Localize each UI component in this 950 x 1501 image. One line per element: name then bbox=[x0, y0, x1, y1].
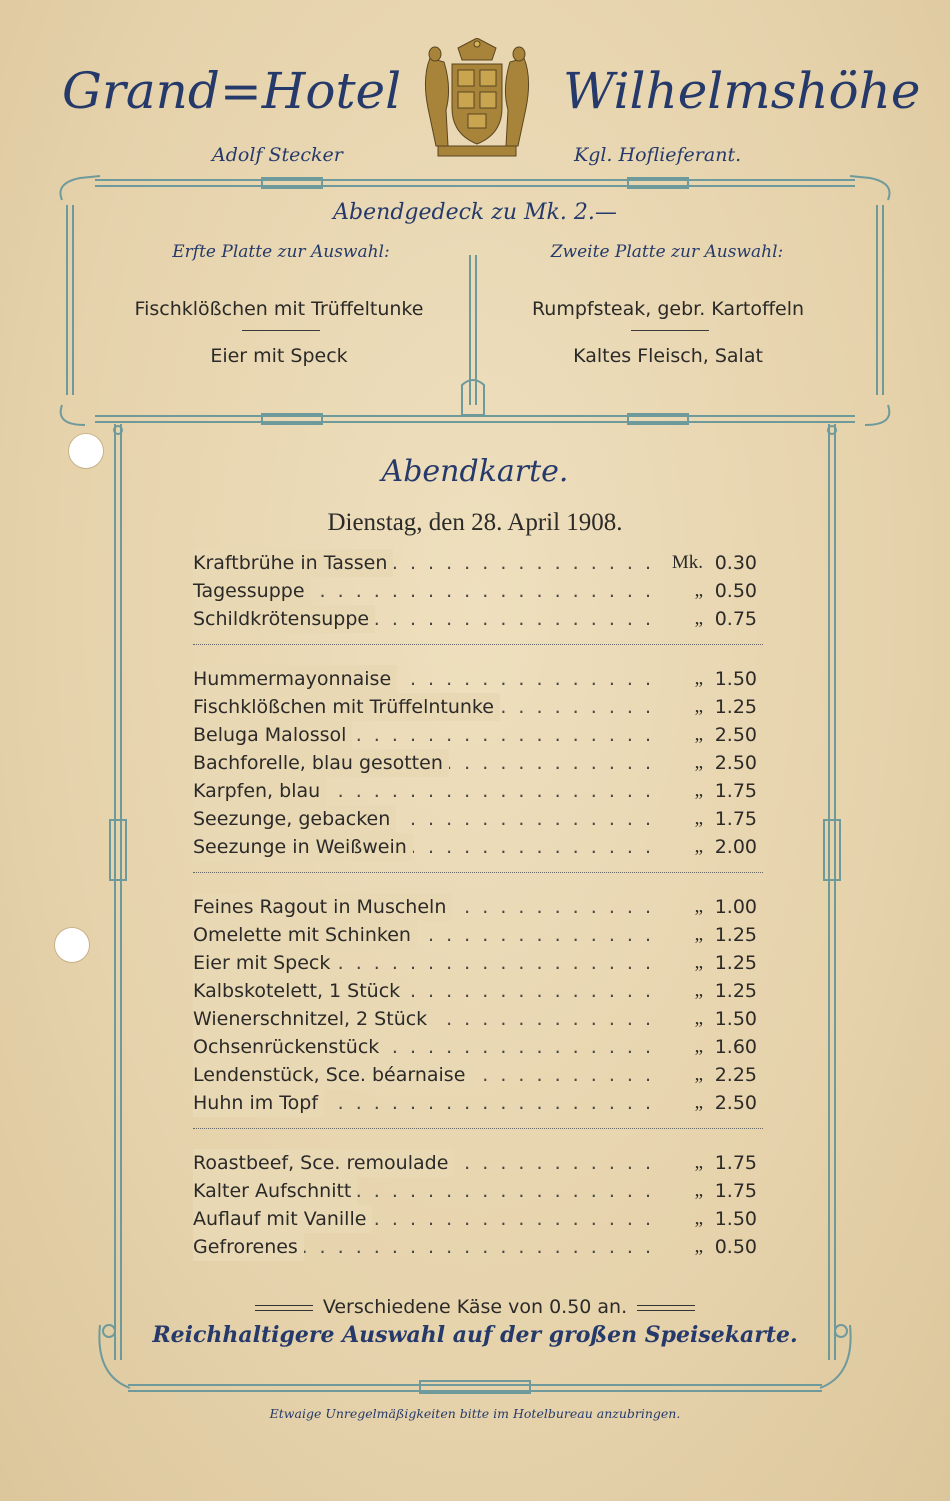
menu-item-price: 2.00 bbox=[714, 836, 757, 858]
menu-item-name: Wienerschnitzel, 2 Stück bbox=[193, 1005, 433, 1033]
menu-item-price: 1.60 bbox=[714, 1036, 757, 1058]
menu-item-price: 1.50 bbox=[714, 668, 757, 690]
menu-item-price: 1.75 bbox=[714, 808, 757, 830]
second-course-option: Kaltes Fleisch, Salat bbox=[573, 345, 763, 367]
menu-item-unit: „ bbox=[694, 896, 703, 917]
menu-item-name: Eier mit Speck bbox=[193, 949, 336, 977]
first-course-heading: Erfte Platte zur Auswahl: bbox=[172, 242, 390, 262]
menu-item-price: 2.50 bbox=[714, 752, 757, 774]
menu-item-name: Kalter Aufschnitt bbox=[193, 1177, 357, 1205]
menu-item-row bbox=[193, 1233, 763, 1261]
footer-note: Etwaige Unregelmäßigkeiten bitte im Hotelbureau anzubringen. bbox=[269, 1406, 681, 1421]
menu-item-unit: „ bbox=[694, 696, 703, 717]
menu-item-name: Bachforelle, blau gesotten bbox=[193, 749, 449, 777]
menu-item-name: Feines Ragout in Muscheln bbox=[193, 893, 452, 921]
menu-item-name: Seezunge in Weißwein bbox=[193, 833, 413, 861]
menu-item-row bbox=[193, 893, 763, 921]
double-rule bbox=[637, 1305, 695, 1311]
menu-item-name: Seezunge, gebacken bbox=[193, 805, 396, 833]
proprietor-name: Adolf Stecker bbox=[212, 144, 343, 166]
menu-item-unit: „ bbox=[694, 668, 703, 689]
more-choice-note: Reichhaltigere Auswahl auf der großen Speisekarte. bbox=[152, 1322, 798, 1348]
section-separator bbox=[193, 1128, 763, 1130]
menu-item-row bbox=[193, 721, 763, 749]
menu-item-unit: „ bbox=[694, 1180, 703, 1201]
menu-item-unit: „ bbox=[694, 836, 703, 857]
menu-item-unit: „ bbox=[694, 1008, 703, 1029]
menu-item-row bbox=[193, 1005, 763, 1033]
second-course-heading: Zweite Platte zur Auswahl: bbox=[550, 242, 784, 262]
hotel-name-right: Wilhelmshöhe bbox=[563, 62, 921, 120]
menu-item-row bbox=[193, 1033, 763, 1061]
divider bbox=[242, 330, 320, 331]
menu-item-name: Fischklößchen mit Trüffelntunke bbox=[193, 693, 500, 721]
menu-item-row bbox=[193, 1177, 763, 1205]
menu-item-row bbox=[193, 949, 763, 977]
hotel-name-left: Grand=Hotel bbox=[62, 62, 402, 120]
menu-item-row bbox=[193, 777, 763, 805]
menu-item-name: Omelette mit Schinken bbox=[193, 921, 417, 949]
menu-item-unit: „ bbox=[694, 580, 703, 601]
menu-item-row bbox=[193, 977, 763, 1005]
menu-list bbox=[193, 549, 763, 1261]
menu-item-unit: „ bbox=[694, 724, 703, 745]
section-separator bbox=[193, 644, 763, 646]
menu-item-price: 0.50 bbox=[714, 580, 757, 602]
menu-item-price: 2.25 bbox=[714, 1064, 757, 1086]
menu-item-unit: Mk. bbox=[671, 552, 703, 573]
menu-item-price: 0.75 bbox=[714, 608, 757, 630]
menu-item-row bbox=[193, 833, 763, 861]
menu-item-row bbox=[193, 1089, 763, 1117]
menu-item-unit: „ bbox=[694, 1036, 703, 1057]
menu-item-price: 1.25 bbox=[714, 696, 757, 718]
menu-item-price: 1.25 bbox=[714, 952, 757, 974]
menu-item-unit: „ bbox=[694, 952, 703, 973]
menu-item-name: Tagessuppe bbox=[193, 577, 311, 605]
menu-item-price: 1.50 bbox=[714, 1208, 757, 1230]
menu-item-row bbox=[193, 1061, 763, 1089]
section-separator bbox=[193, 872, 763, 874]
purveyor-title: Kgl. Hoflieferant. bbox=[574, 144, 742, 166]
menu-item-price: 1.25 bbox=[714, 924, 757, 946]
menu-item-row bbox=[193, 921, 763, 949]
cheese-note bbox=[0, 1296, 950, 1318]
first-course-option: Fischklößchen mit Trüffeltunke bbox=[134, 298, 424, 320]
menu-item-name: Hummermayonnaise bbox=[193, 665, 397, 693]
menu-item-unit: „ bbox=[694, 780, 703, 801]
divider bbox=[631, 330, 709, 331]
menu-item-row bbox=[193, 1205, 763, 1233]
first-course-option: Eier mit Speck bbox=[210, 345, 348, 367]
menu-item-row bbox=[193, 665, 763, 693]
menu-item-price: 0.50 bbox=[714, 1236, 757, 1258]
menu-item-unit: „ bbox=[694, 608, 703, 629]
menu-item-price: 2.50 bbox=[714, 724, 757, 746]
menu-item-price: 2.50 bbox=[714, 1092, 757, 1114]
menu-item-unit: „ bbox=[694, 980, 703, 1001]
menu-item-price: 1.50 bbox=[714, 1008, 757, 1030]
menu-item-unit: „ bbox=[694, 752, 703, 773]
menu-item-unit: „ bbox=[694, 808, 703, 829]
menu-item-name: Lendenstück, Sce. béarnaise bbox=[193, 1061, 471, 1089]
menu-item-name: Gefrorenes bbox=[193, 1233, 304, 1261]
menu-item-unit: „ bbox=[694, 1236, 703, 1257]
menu-item-name: Schildkrötensuppe bbox=[193, 605, 375, 633]
menu-item-name: Roastbeef, Sce. remoulade bbox=[193, 1149, 454, 1177]
punch-hole-bottom bbox=[54, 927, 90, 963]
menu-date: Dienstag, den 28. April 1908. bbox=[327, 509, 623, 536]
menu-item-name: Beluga Malossol bbox=[193, 721, 352, 749]
menu-item-unit: „ bbox=[694, 924, 703, 945]
menu-item-row bbox=[193, 577, 763, 605]
menu-item-name: Kraftbrühe in Tassen bbox=[193, 549, 393, 577]
cheese-text: Verschiedene Käse von 0.50 an. bbox=[322, 1296, 628, 1318]
gedeck-title: Abendgedeck zu Mk. 2.— bbox=[333, 200, 617, 225]
menu-item-price: 1.25 bbox=[714, 980, 757, 1002]
double-rule bbox=[255, 1305, 313, 1311]
menu-item-unit: „ bbox=[694, 1092, 703, 1113]
menu-item-price: 1.75 bbox=[714, 1152, 757, 1174]
menu-item-row bbox=[193, 805, 763, 833]
menu-item-row bbox=[193, 605, 763, 633]
menu-item-name: Auflauf mit Vanille bbox=[193, 1205, 372, 1233]
menu-item-name: Huhn im Topf bbox=[193, 1089, 324, 1117]
menu-item-price: 1.75 bbox=[714, 780, 757, 802]
menu-item-row bbox=[193, 749, 763, 777]
menu-item-price: 1.75 bbox=[714, 1180, 757, 1202]
menu-item-row bbox=[193, 549, 763, 577]
menu-item-price: 0.30 bbox=[714, 552, 757, 574]
menu-item-name: Kalbskotelett, 1 Stück bbox=[193, 977, 406, 1005]
menu-item-price: 1.00 bbox=[714, 896, 757, 918]
menu-item-row bbox=[193, 693, 763, 721]
menu-item-name: Karpfen, blau bbox=[193, 777, 326, 805]
second-course-option: Rumpfsteak, gebr. Kartoffeln bbox=[531, 298, 805, 320]
menu-item-name: Ochsenrückenstück bbox=[193, 1033, 385, 1061]
menu-item-unit: „ bbox=[694, 1064, 703, 1085]
coat-of-arms-icon bbox=[418, 38, 536, 164]
menu-item-unit: „ bbox=[694, 1152, 703, 1173]
menu-item-row bbox=[193, 1149, 763, 1177]
evening-menu-title: Abendkarte. bbox=[381, 454, 569, 489]
menu-item-unit: „ bbox=[694, 1208, 703, 1229]
